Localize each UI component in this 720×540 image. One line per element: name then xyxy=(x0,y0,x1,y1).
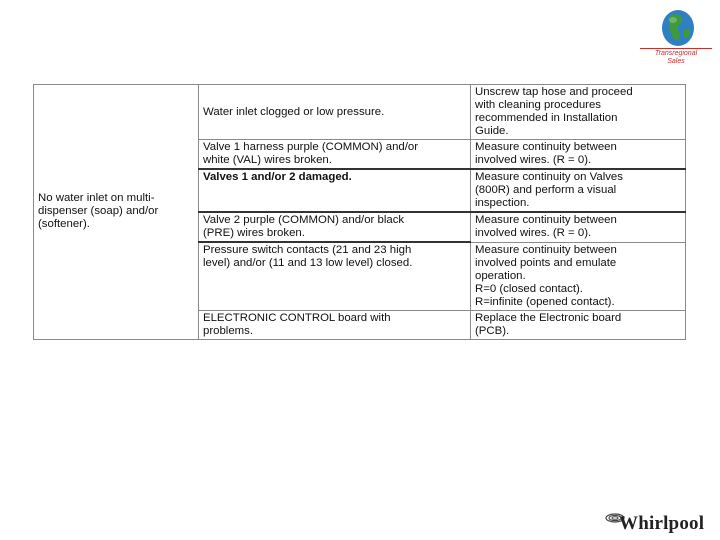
cause-cell xyxy=(199,140,471,170)
symptom-cell xyxy=(34,85,199,340)
action-line: R=infinite (opened contact). xyxy=(475,295,615,308)
action-line: involved wires. (R = 0). xyxy=(475,154,592,166)
action-cell xyxy=(471,242,686,310)
caption-line: Sales xyxy=(667,58,685,65)
table-row xyxy=(34,85,686,140)
cause-line: problems. xyxy=(203,324,254,337)
action-line: inspection. xyxy=(475,197,530,209)
action-line: Measure continuity between xyxy=(475,214,617,226)
cause-line: Water inlet clogged or low pressure. xyxy=(203,105,385,118)
caption-line: Transregional xyxy=(654,50,698,57)
action-line: Unscrew tap hose and proceed xyxy=(475,86,633,98)
cause-line: (PRE) wires broken. xyxy=(203,227,305,239)
cause-line: white (VAL) wires broken. xyxy=(203,154,332,166)
cause-cell xyxy=(199,310,471,339)
cause-line: Valve 2 purple (COMMON) and/or black xyxy=(203,214,405,226)
symptom-line: No water inlet on multi- xyxy=(38,192,155,205)
action-line: (PCB). xyxy=(475,324,510,337)
symptom-line: dispenser (soap) and/or xyxy=(38,205,159,218)
header-caption xyxy=(632,50,720,66)
action-cell xyxy=(471,140,686,170)
cause-line: Valve 1 harness purple (COMMON) and/or xyxy=(203,141,419,153)
cause-line: Valves 1 and/or 2 damaged. xyxy=(203,171,352,183)
action-cell xyxy=(471,212,686,242)
action-cell xyxy=(471,169,686,212)
cause-cell xyxy=(199,212,471,242)
troubleshooting-table xyxy=(33,84,686,340)
action-line: R=0 (closed contact). xyxy=(475,282,583,295)
action-cell xyxy=(471,310,686,339)
header-divider xyxy=(640,48,712,49)
action-line: recommended in Installation xyxy=(475,112,618,124)
action-line: Replace the Electronic board xyxy=(475,311,622,324)
action-line: Measure continuity between xyxy=(475,141,617,153)
whirlpool-logo xyxy=(604,508,716,536)
action-line: Guide. xyxy=(475,125,509,137)
troubleshooting-table-container xyxy=(33,84,685,340)
cause-cell xyxy=(199,242,471,310)
cause-line: ELECTRONIC CONTROL board with xyxy=(203,311,391,324)
action-line: with cleaning procedures xyxy=(475,99,602,111)
cause-cell xyxy=(199,169,471,212)
action-line: Measure continuity on Valves xyxy=(475,171,623,183)
action-line: (800R) and perform a visual xyxy=(475,184,617,196)
globe-logo xyxy=(660,8,696,48)
symptom-line: (softener). xyxy=(38,218,90,231)
action-line: Measure continuity between xyxy=(475,243,617,256)
action-line: involved wires. (R = 0). xyxy=(475,227,592,239)
globe-icon xyxy=(660,8,696,48)
cause-line: Pressure switch contacts (21 and 23 high xyxy=(203,244,412,256)
action-line: operation. xyxy=(475,269,526,282)
cause-cell xyxy=(199,85,471,140)
brand-name: Whirlpool xyxy=(619,513,705,534)
action-cell xyxy=(471,85,686,140)
action-line: involved points and emulate xyxy=(475,256,617,269)
cause-line: level) and/or (11 and 13 low level) closed. xyxy=(203,257,413,269)
